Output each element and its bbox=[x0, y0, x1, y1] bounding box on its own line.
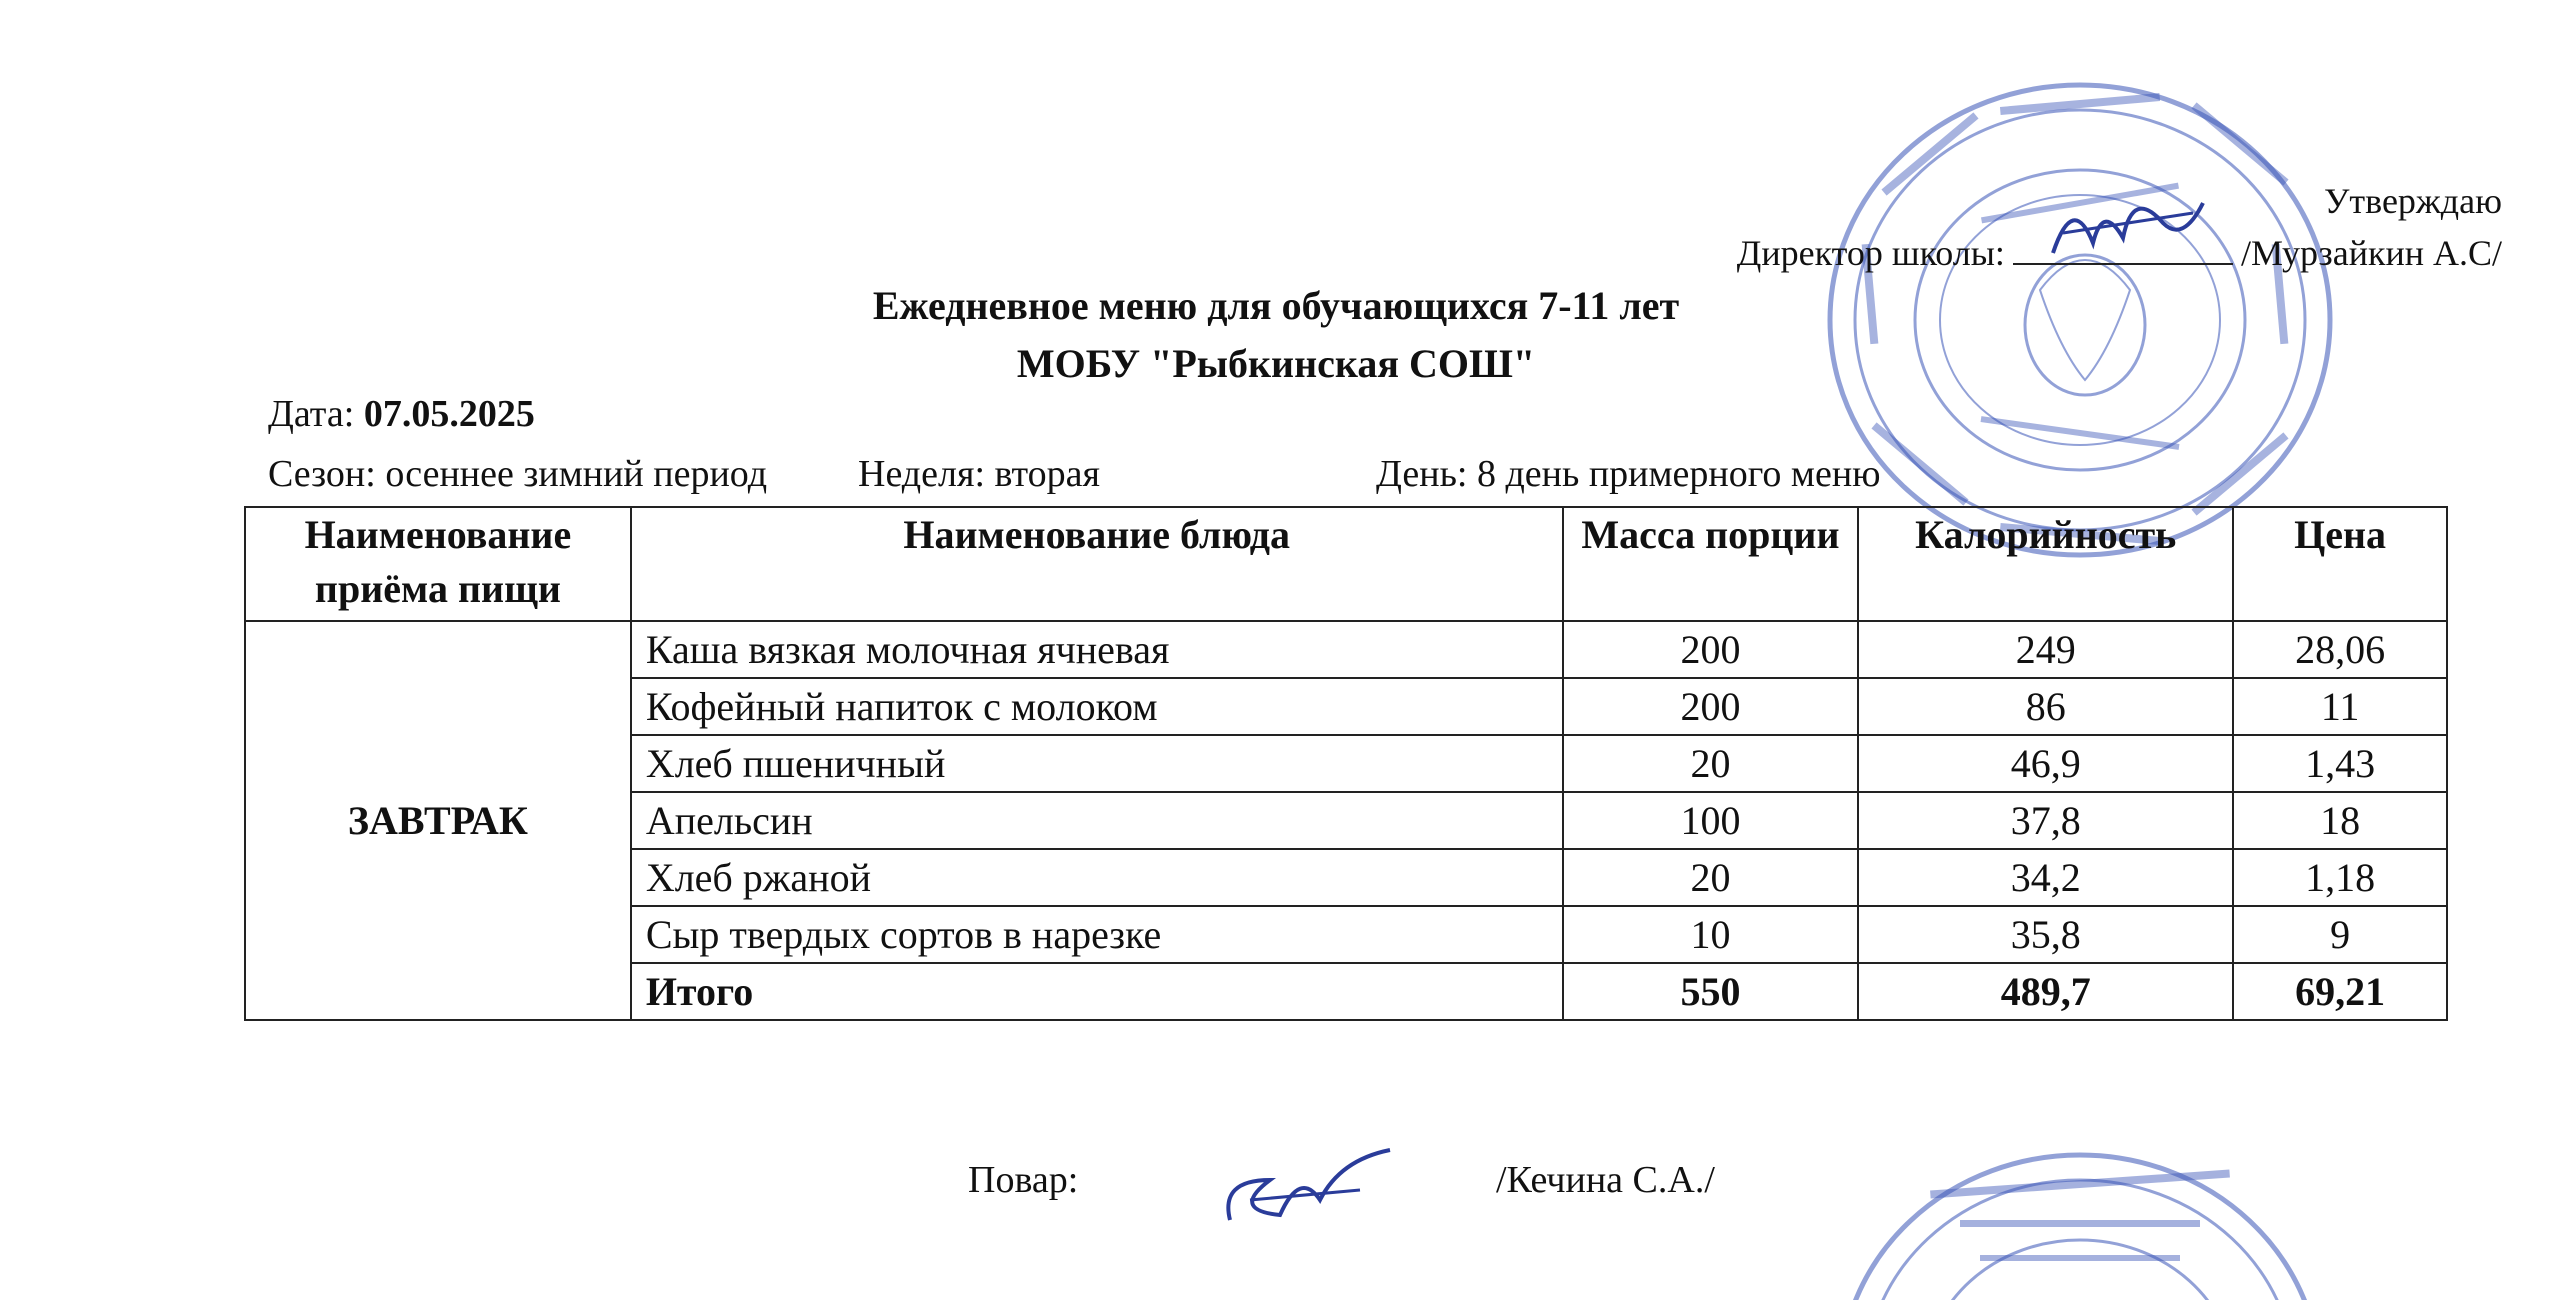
dish-kcal: 249 bbox=[1858, 621, 2233, 678]
dish-kcal: 34,2 bbox=[1858, 849, 2233, 906]
dish-name: Апельсин bbox=[631, 792, 1563, 849]
dish-price: 1,18 bbox=[2233, 849, 2447, 906]
header-dish: Наименование блюда bbox=[631, 507, 1563, 621]
header-meal: Наименование приёма пищи bbox=[245, 507, 631, 621]
director-name: /Мурзайкин А.С/ bbox=[2240, 233, 2502, 273]
header-price: Цена bbox=[2233, 507, 2447, 621]
dish-price: 18 bbox=[2233, 792, 2447, 849]
week-text: Неделя: вторая bbox=[858, 453, 1100, 495]
total-kcal: 489,7 bbox=[1858, 963, 2233, 1020]
dish-name: Сыр твердых сортов в нарезке bbox=[631, 906, 1563, 963]
dish-name: Хлеб ржаной bbox=[631, 849, 1563, 906]
dish-mass: 200 bbox=[1563, 621, 1859, 678]
dish-price: 11 bbox=[2233, 678, 2447, 735]
header-mass: Масса порции bbox=[1563, 507, 1859, 621]
dish-mass: 10 bbox=[1563, 906, 1859, 963]
page-title: Ежедневное меню для обучающихся 7-11 лет bbox=[872, 283, 1680, 328]
school-name: МОБУ "Рыбкинская СОШ" bbox=[1016, 341, 1536, 386]
dish-kcal: 37,8 bbox=[1858, 792, 2233, 849]
total-mass: 550 bbox=[1563, 963, 1859, 1020]
dish-mass: 20 bbox=[1563, 849, 1859, 906]
dish-kcal: 46,9 bbox=[1858, 735, 2233, 792]
dish-mass: 20 bbox=[1563, 735, 1859, 792]
dish-kcal: 35,8 bbox=[1858, 906, 2233, 963]
director-label: Директор школы: bbox=[1736, 233, 2005, 273]
dish-mass: 200 bbox=[1563, 678, 1859, 735]
date-label: Дата: bbox=[268, 393, 355, 435]
dish-mass: 100 bbox=[1563, 792, 1859, 849]
table-row bbox=[245, 621, 2447, 678]
cook-label: Повар: bbox=[968, 1159, 1079, 1201]
meal-name: ЗАВТРАК bbox=[245, 621, 631, 1020]
dish-price: 9 bbox=[2233, 906, 2447, 963]
date-row bbox=[268, 392, 535, 436]
director-signature bbox=[2013, 233, 2233, 265]
approval-label: Утверждаю bbox=[2323, 181, 2502, 221]
season-text: Сезон: осеннее зимний период bbox=[268, 453, 768, 495]
menu-table bbox=[244, 506, 2448, 1021]
dish-price: 28,06 bbox=[2233, 621, 2447, 678]
dish-name: Хлеб пшеничный bbox=[631, 735, 1563, 792]
cook-name: /Кечина С.А./ bbox=[1496, 1159, 1715, 1201]
total-label: Итого bbox=[631, 963, 1563, 1020]
header-kcal: Калорийность bbox=[1858, 507, 2233, 621]
cook-signature bbox=[1210, 1140, 1410, 1240]
school-stamp-bottom bbox=[1820, 1140, 2340, 1300]
date-value: 07.05.2025 bbox=[363, 393, 535, 435]
dish-kcal: 86 bbox=[1858, 678, 2233, 735]
dish-name: Каша вязкая молочная ячневая bbox=[631, 621, 1563, 678]
director-line bbox=[1737, 232, 2502, 274]
day-text: День: 8 день примерного меню bbox=[1376, 453, 1881, 495]
dish-price: 1,43 bbox=[2233, 735, 2447, 792]
season-row bbox=[268, 452, 1881, 496]
total-price: 69,21 bbox=[2233, 963, 2447, 1020]
table-header-row bbox=[245, 507, 2447, 621]
dish-name: Кофейный напиток с молоком bbox=[631, 678, 1563, 735]
